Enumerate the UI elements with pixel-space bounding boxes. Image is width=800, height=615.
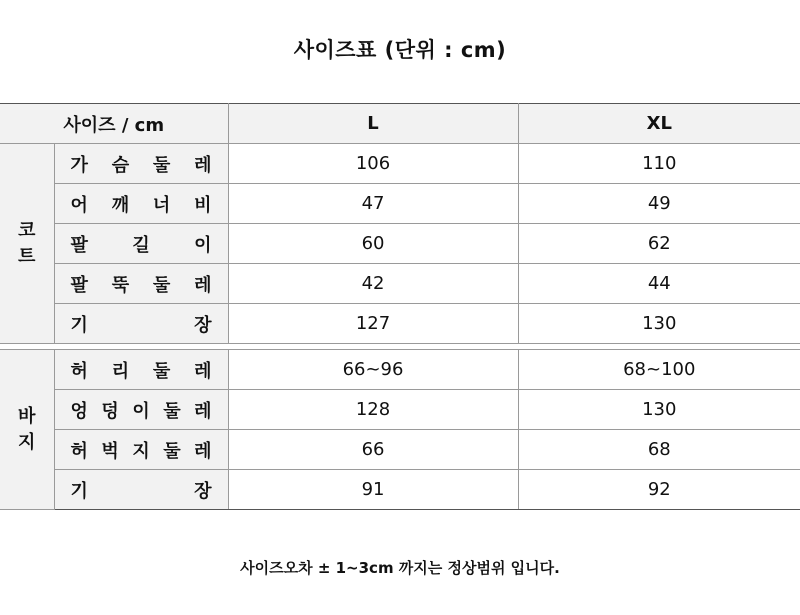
- garment-group-cell: [0, 144, 54, 344]
- measurement-label-char: 뚝: [111, 274, 130, 296]
- measurement-label: [71, 231, 212, 257]
- page-title: 사이즈표 (단위 : cm): [293, 38, 507, 62]
- measurement-label-cell: [54, 430, 228, 470]
- measurement-label-char: 팔: [70, 274, 88, 296]
- size-tolerance-note: 사이즈오차 ± 1~3cm 까지는 정상범위 입니다.: [240, 559, 560, 577]
- measurement-label-cell: [54, 224, 228, 264]
- measurement-label-char: 허: [70, 360, 88, 382]
- measurement-label-char: 둘: [152, 360, 171, 382]
- measurement-label-char: 지: [132, 440, 150, 462]
- measurement-label-char: 장: [194, 314, 212, 336]
- measurement-label-char: 둘: [152, 154, 171, 176]
- measurement-label-char: 기: [70, 480, 88, 502]
- measurement-label-char: 레: [194, 400, 212, 422]
- measurement-label-char: 엉: [70, 400, 88, 422]
- measurement-label-char: 너: [152, 194, 171, 216]
- value-size-l: 128: [228, 390, 518, 430]
- measurement-label-char: 이: [194, 234, 212, 256]
- garment-group-cell: [0, 350, 54, 510]
- table-row: [0, 470, 800, 510]
- measurement-label-char: 기: [70, 314, 88, 336]
- measurement-label-cell: [54, 390, 228, 430]
- value-size-l: 66~96: [228, 350, 518, 390]
- header-corner-cell: 사이즈 / cm: [0, 104, 228, 144]
- table-header-row: [0, 104, 800, 144]
- value-size-l: 66: [228, 430, 518, 470]
- measurement-label-char: 장: [194, 480, 212, 502]
- measurement-label-cell: [54, 184, 228, 224]
- measurement-label-char: 리: [111, 360, 130, 382]
- table-row: [0, 350, 800, 390]
- measurement-label-char: 레: [194, 440, 212, 462]
- measurement-label-char: 길: [132, 234, 150, 256]
- measurement-label: [71, 311, 212, 337]
- table-row: [0, 390, 800, 430]
- value-size-xl: 68: [518, 430, 800, 470]
- value-size-xl: 68~100: [518, 350, 800, 390]
- header-size-xl: XL: [518, 104, 800, 144]
- measurement-label-char: 슴: [111, 154, 130, 176]
- measurement-label-cell: [54, 470, 228, 510]
- value-size-xl: 49: [518, 184, 800, 224]
- value-size-xl: 62: [518, 224, 800, 264]
- measurement-label: [71, 477, 212, 503]
- measurement-label-cell: [54, 264, 228, 304]
- measurement-label: [71, 397, 212, 423]
- measurement-label-cell: [54, 304, 228, 344]
- measurement-label-char: 둘: [163, 440, 181, 462]
- table-row: [0, 430, 800, 470]
- table-row: [0, 224, 800, 264]
- value-size-xl: 130: [518, 304, 800, 344]
- header-size-l: L: [228, 104, 518, 144]
- measurement-label-char: 허: [70, 440, 88, 462]
- size-table: [0, 103, 800, 510]
- measurement-label-char: 레: [194, 274, 212, 296]
- measurement-label-char: 가: [70, 154, 88, 176]
- garment-group-char: 트: [18, 245, 36, 267]
- value-size-l: 60: [228, 224, 518, 264]
- measurement-label-char: 어: [70, 194, 88, 216]
- value-size-xl: 92: [518, 470, 800, 510]
- table-row: [0, 144, 800, 184]
- value-size-xl: 44: [518, 264, 800, 304]
- measurement-label: [71, 271, 212, 297]
- measurement-label: [71, 191, 212, 217]
- value-size-l: 42: [228, 264, 518, 304]
- measurement-label-char: 레: [194, 360, 212, 382]
- measurement-label-char: 둘: [163, 400, 181, 422]
- measurement-label-char: 덩: [101, 400, 119, 422]
- measurement-label-char: 레: [194, 154, 212, 176]
- value-size-xl: 110: [518, 144, 800, 184]
- measurement-label-char: 둘: [152, 274, 171, 296]
- measurement-label-cell: [54, 144, 228, 184]
- table-row: [0, 304, 800, 344]
- garment-group-char: 지: [18, 431, 36, 453]
- value-size-xl: 130: [518, 390, 800, 430]
- value-size-l: 106: [228, 144, 518, 184]
- measurement-label-char: 벅: [101, 440, 119, 462]
- table-row: [0, 264, 800, 304]
- table-row: [0, 184, 800, 224]
- value-size-l: 47: [228, 184, 518, 224]
- garment-group-char: 코: [18, 219, 36, 241]
- measurement-label: [71, 437, 212, 463]
- measurement-label-cell: [54, 350, 228, 390]
- measurement-label: [71, 151, 212, 177]
- measurement-label-char: 비: [194, 194, 212, 216]
- garment-group-char: 바: [18, 405, 36, 427]
- measurement-label-char: 이: [132, 400, 150, 422]
- value-size-l: 91: [228, 470, 518, 510]
- value-size-l: 127: [228, 304, 518, 344]
- measurement-label: [71, 357, 212, 383]
- measurement-label-char: 깨: [111, 194, 130, 216]
- measurement-label-char: 팔: [70, 234, 88, 256]
